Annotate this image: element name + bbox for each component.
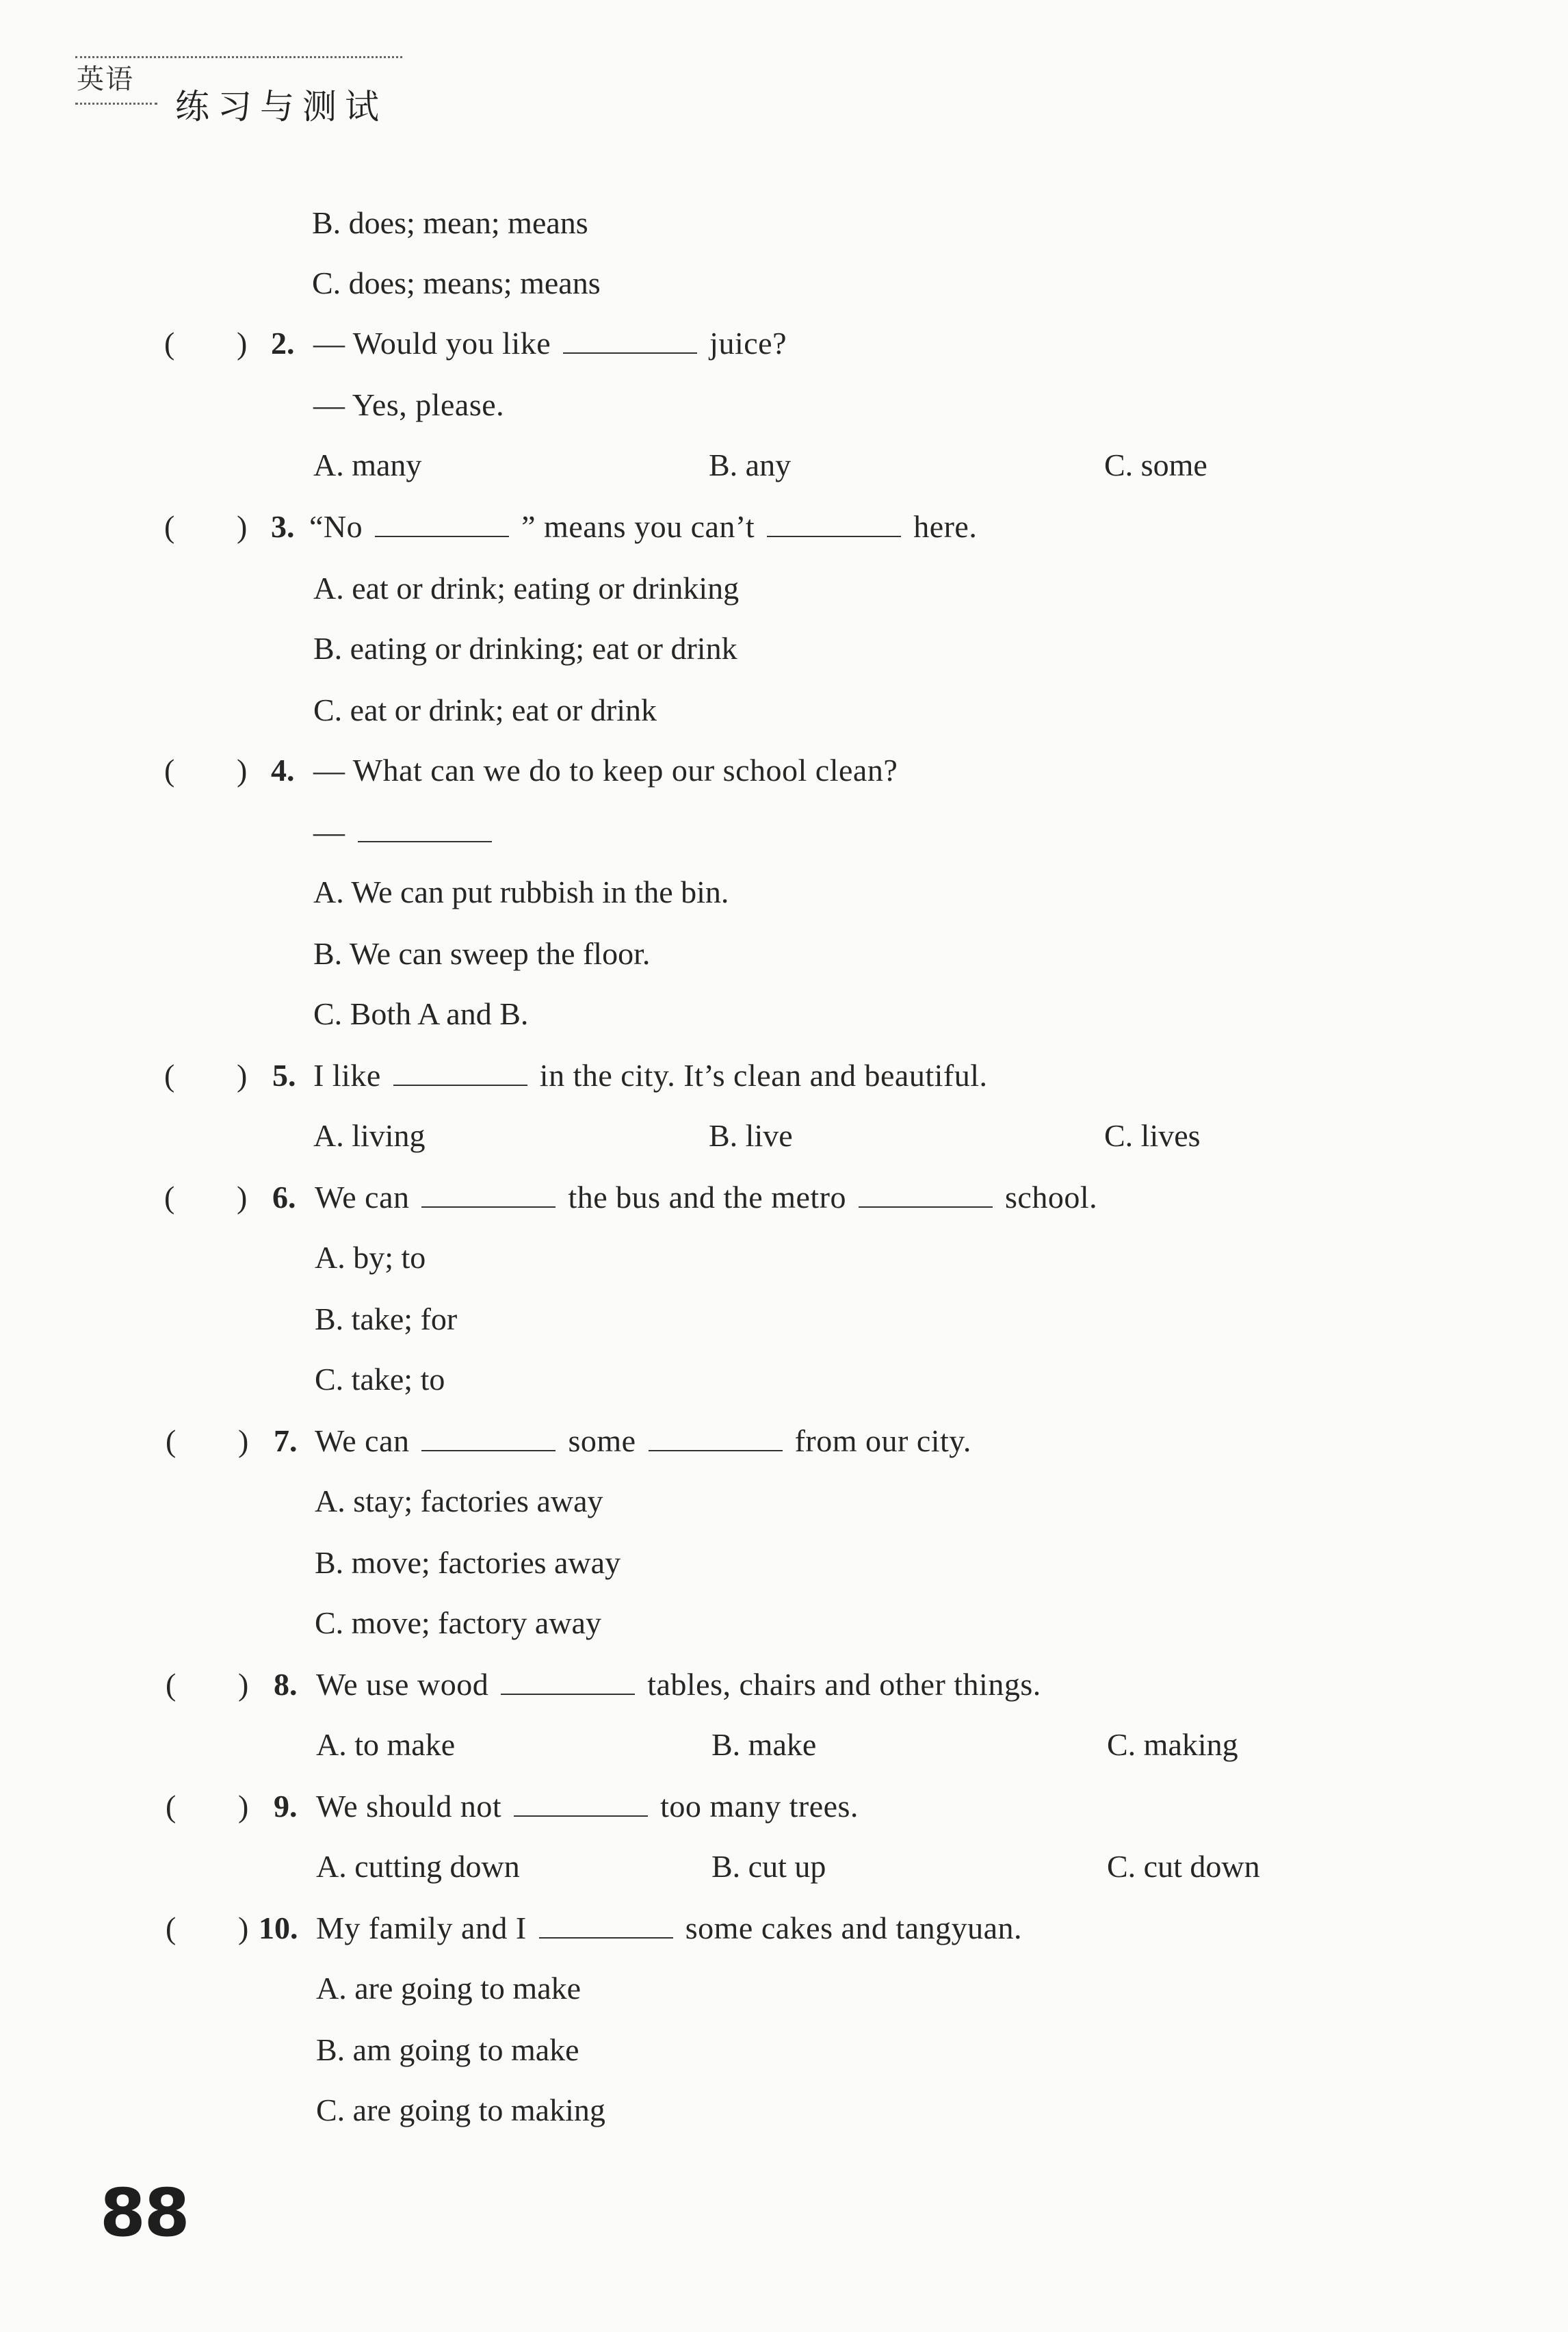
stem-text: — Would you like: [313, 326, 551, 361]
question-stem: [315, 1177, 1097, 1218]
answer-paren-open: (: [164, 1058, 175, 1093]
option-a: A. by; to: [315, 1240, 426, 1275]
answer-paren-close: ): [238, 1789, 249, 1824]
stem-text: tables, chairs and other things.: [647, 1667, 1041, 1702]
answer-blank[interactable]: [649, 1424, 783, 1451]
answer-paren-close: ): [237, 326, 248, 361]
q1-option-b: B. does; mean; means: [312, 205, 588, 240]
stem-text: We should not: [316, 1789, 502, 1824]
option-b: B. live: [709, 1118, 793, 1153]
question-stem: [316, 1664, 1041, 1705]
question-number: 4.: [271, 753, 295, 788]
subject-label: 英语: [77, 64, 134, 95]
question-stem: [309, 506, 977, 547]
question-stem-line2: [313, 812, 504, 853]
answer-paren-close: ): [238, 1423, 249, 1458]
option-a: A. We can put rubbish in the bin.: [313, 875, 729, 909]
stem-text: We can: [315, 1180, 410, 1215]
stem-text: We can: [315, 1423, 410, 1458]
stem-text: here.: [913, 509, 978, 544]
option-a: A. stay; factories away: [315, 1484, 603, 1518]
option-c: C. take; to: [315, 1362, 445, 1397]
question-stem: [313, 323, 787, 364]
answer-blank[interactable]: [421, 1424, 556, 1451]
question-number: 10.: [259, 1910, 298, 1945]
question-number: 3.: [271, 509, 295, 544]
answer-paren-open: (: [166, 1789, 177, 1824]
option-a: A. are going to make: [316, 1971, 582, 2006]
answer-blank[interactable]: [375, 510, 509, 537]
question-stem: [313, 1055, 988, 1096]
question-number: 2.: [271, 326, 295, 361]
option-a: A. to make: [316, 1727, 456, 1762]
stem-text: from our city.: [794, 1423, 971, 1458]
answer-paren-close: ): [237, 753, 248, 788]
stem-text: We use wood: [316, 1667, 489, 1702]
option-a: A. eat or drink; eating or drinking: [313, 571, 740, 606]
option-c: C. lives: [1104, 1118, 1201, 1153]
option-b: B. take; for: [315, 1301, 458, 1336]
answer-paren-close: ): [238, 1667, 249, 1702]
stem-text: school.: [1005, 1180, 1098, 1215]
option-b: B. eating or drinking; eat or drink: [313, 631, 737, 666]
answer-blank[interactable]: [859, 1180, 993, 1208]
answer-blank[interactable]: [539, 1911, 673, 1939]
answer-paren-open: (: [164, 326, 175, 361]
question-number: 7.: [274, 1423, 298, 1458]
question-stem: — What can we do to keep our school clean?: [313, 753, 898, 788]
answer-paren-open: (: [164, 1180, 175, 1215]
option-b: B. any: [709, 448, 792, 482]
option-c: C. some: [1104, 448, 1207, 482]
option-a: A. cutting down: [316, 1849, 520, 1884]
question-number: 6.: [272, 1180, 296, 1215]
option-b: B. move; factories away: [315, 1545, 621, 1580]
answer-paren-close: ): [238, 1910, 249, 1945]
stem-text: some cakes and tangyuan.: [685, 1910, 1023, 1945]
option-c: C. eat or drink; eat or drink: [313, 692, 657, 727]
answer-blank[interactable]: [358, 815, 492, 842]
stem-text: “No: [309, 509, 363, 544]
option-c: C. Both A and B.: [313, 996, 529, 1031]
answer-blank[interactable]: [421, 1180, 556, 1208]
option-a: A. many: [313, 448, 422, 482]
stem-text: in the city. It’s clean and beautiful.: [539, 1058, 988, 1093]
question-number: 5.: [272, 1058, 296, 1093]
page-number: 88: [100, 2175, 189, 2251]
stem-text: —: [313, 814, 345, 849]
answer-paren-close: ): [237, 1058, 248, 1093]
subject-dotted-underline: [75, 103, 157, 105]
question-number: 8.: [274, 1667, 298, 1702]
stem-text: too many trees.: [660, 1789, 859, 1824]
answer-paren-close: ): [237, 1180, 248, 1215]
book-title: 练习与测试: [175, 87, 387, 127]
option-b: B. make: [711, 1727, 817, 1762]
question-stem: [316, 1908, 1022, 1949]
answer-blank[interactable]: [501, 1668, 635, 1695]
answer-paren-open: (: [166, 1910, 177, 1945]
option-c: C. making: [1107, 1727, 1238, 1762]
answer-blank[interactable]: [393, 1059, 527, 1086]
answer-paren-close: ): [237, 509, 248, 544]
option-b: B. We can sweep the floor.: [313, 936, 651, 971]
question-stem: [315, 1421, 971, 1462]
answer-blank[interactable]: [767, 510, 901, 537]
stem-text: ” means you can’t: [521, 509, 755, 544]
stem-text: some: [568, 1423, 636, 1458]
option-c: C. move; factory away: [315, 1605, 601, 1640]
option-b: B. cut up: [711, 1849, 826, 1884]
answer-blank[interactable]: [563, 326, 697, 354]
answer-paren-open: (: [164, 753, 175, 788]
q1-option-c: C. does; means; means: [312, 265, 601, 300]
answer-paren-open: (: [164, 509, 175, 544]
stem-text: juice?: [709, 326, 787, 361]
stem-text: My family and I: [316, 1910, 527, 1945]
question-stem: [316, 1786, 859, 1827]
answer-blank[interactable]: [514, 1789, 648, 1817]
answer-paren-open: (: [166, 1423, 177, 1458]
option-b: B. am going to make: [316, 2032, 579, 2067]
stem-text: the bus and the metro: [568, 1180, 846, 1215]
option-a: A. living: [313, 1118, 426, 1153]
stem-text: I like: [313, 1058, 381, 1093]
option-c: C. are going to making: [316, 2093, 605, 2127]
question-stem-line2: — Yes, please.: [313, 387, 505, 422]
question-number: 9.: [274, 1789, 298, 1824]
option-c: C. cut down: [1107, 1849, 1260, 1884]
answer-paren-open: (: [166, 1667, 177, 1702]
